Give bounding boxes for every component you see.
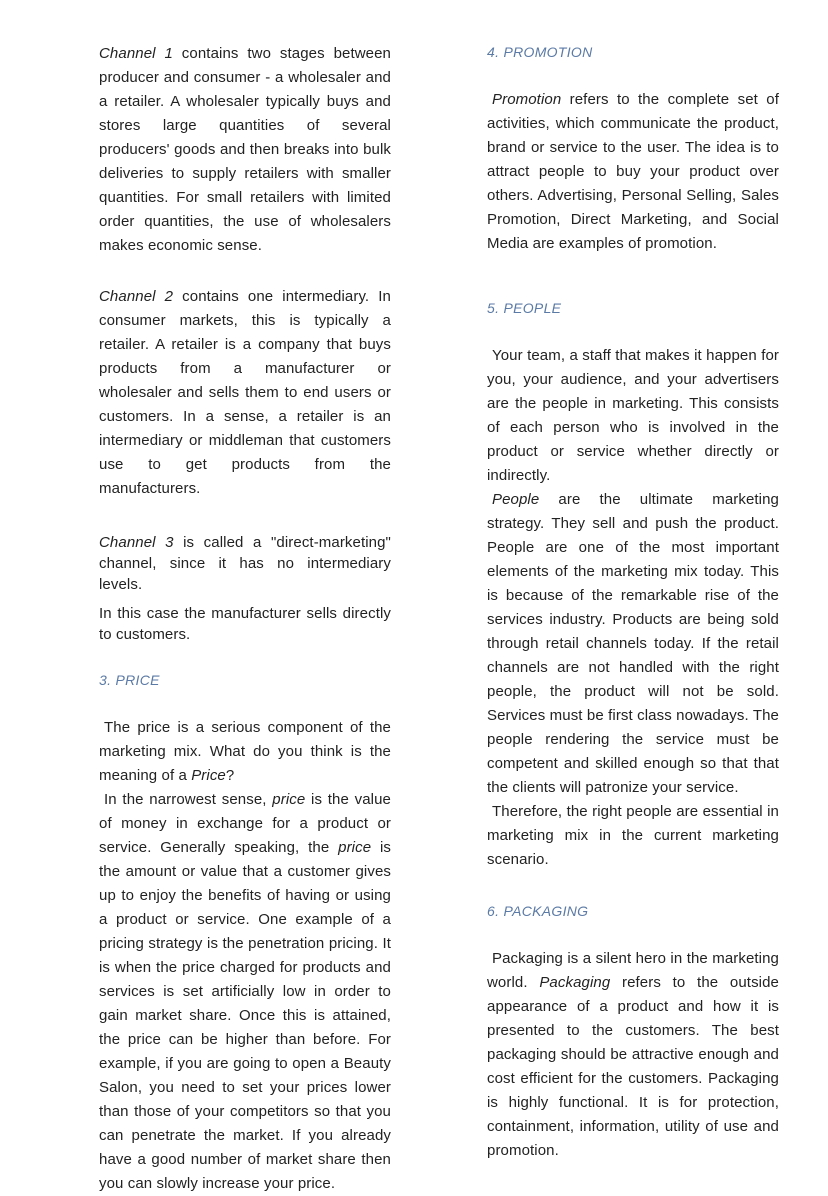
section-heading: 5. PEOPLE [487,300,562,316]
italic-term: Channel 3 [99,534,174,551]
body-text: In this case the manufacturer sells directly to customers. [99,605,391,643]
body-text: Packaging is a silent hero in the marketing world. [487,950,779,991]
paragraph [99,532,391,595]
paragraph [487,800,779,872]
paragraph [99,716,391,788]
italic-term: Packaging [539,974,611,991]
section-heading: 4. PROMOTION [487,44,593,60]
right-column [487,0,779,1163]
body-text: is the amount or value that a customer gives up to enjoy the benefits of having or using a product or service. One example of a pricing strategy is the penetration pricing. It is when the price charged for products and services is set artificially low in order to gain market share. Once this is attained, the price can be higher than before. For example, if you are going to open a Beauty Salon, you need to set your prices lower than those of your competitors so that you can penetrate the market. If you already have a good number of market share then you can slowly increase your price. [99,839,391,1192]
italic-term: People [492,491,540,508]
italic-term: price [338,839,372,856]
paragraph [99,42,391,258]
paragraph [99,603,391,645]
italic-term: Price [191,767,226,784]
body-text: Therefore, the right people are essential in marketing mix in the current marketing scenario. [487,803,779,868]
body-text: is the value of money in exchange for a product or service. Generally speaking, the [99,791,391,856]
body-text: ? [225,767,235,784]
section-heading: 6. PACKAGING [487,903,589,919]
paragraph [99,285,391,501]
italic-term: price [272,791,306,808]
body-text: is called a "direct-marketing" channel, since it has no intermediary levels. [99,534,391,593]
body-text: refers to the complete set of activities, which communicate the product, brand or service to the user. The idea is to attract people to buy your product over others. Advertising, Personal Selling, Sales Promotion, Direct Marketing, and Social Media are examples of promotion. [487,91,779,252]
left-column [99,0,391,1196]
body-text: refers to the outside appearance of a product and how it is presented to the customers. The best packaging should be attractive enough and cost efficient for the customers. Packaging is highly functional. It is for protection, containment, information, utility of use and promotion. [487,974,779,1159]
italic-term: Channel 1 [99,45,173,62]
paragraph [99,788,391,1196]
italic-term: Channel 2 [99,288,174,305]
paragraph [487,88,779,256]
body-text: contains two stages between producer and consumer - a wholesaler and a retailer. A wholesaler typically buys and stores large quantities of several producers' goods and then breaks into bulk deliveries to supply retailers with smaller quantities. For small retailers with limited order quantities, the use of wholesalers makes economic sense. [99,45,391,254]
body-text: The price is a serious component of the marketing mix. What do you think is the meaning of a [99,719,391,784]
section-heading: 3. PRICE [99,672,160,688]
paragraph [487,344,779,488]
body-text: In the narrowest sense, [104,791,273,808]
body-text: Your team, a staff that makes it happen for you, your audience, and your advertisers are the people in marketing. This consists of each person who is involved in the product or service whether directly or indirectly. [487,347,779,484]
italic-term: Promotion [492,91,562,108]
paragraph [487,947,779,1163]
paragraph [487,488,779,800]
body-text: contains one intermediary. In consumer markets, this is typically a retailer. A retailer is a company that buys products from a manufacturer or wholesaler and sells them to end users or customers. In a sense, a retailer is an intermediary or middleman that customers use to get products from the manufacturers. [99,288,391,497]
body-text: are the ultimate marketing strategy. They sell and push the product. People are one of the most important elements of the marketing mix today. This is because of the remarkable rise of the services industry. Products are being sold through retail channels today. If the retail channels are not handled with the right people, the product will not be sold. Services must be first class nowadays. The people rendering the service must be competent and skilled enough so that that the clients will patronize your service. [487,491,779,796]
